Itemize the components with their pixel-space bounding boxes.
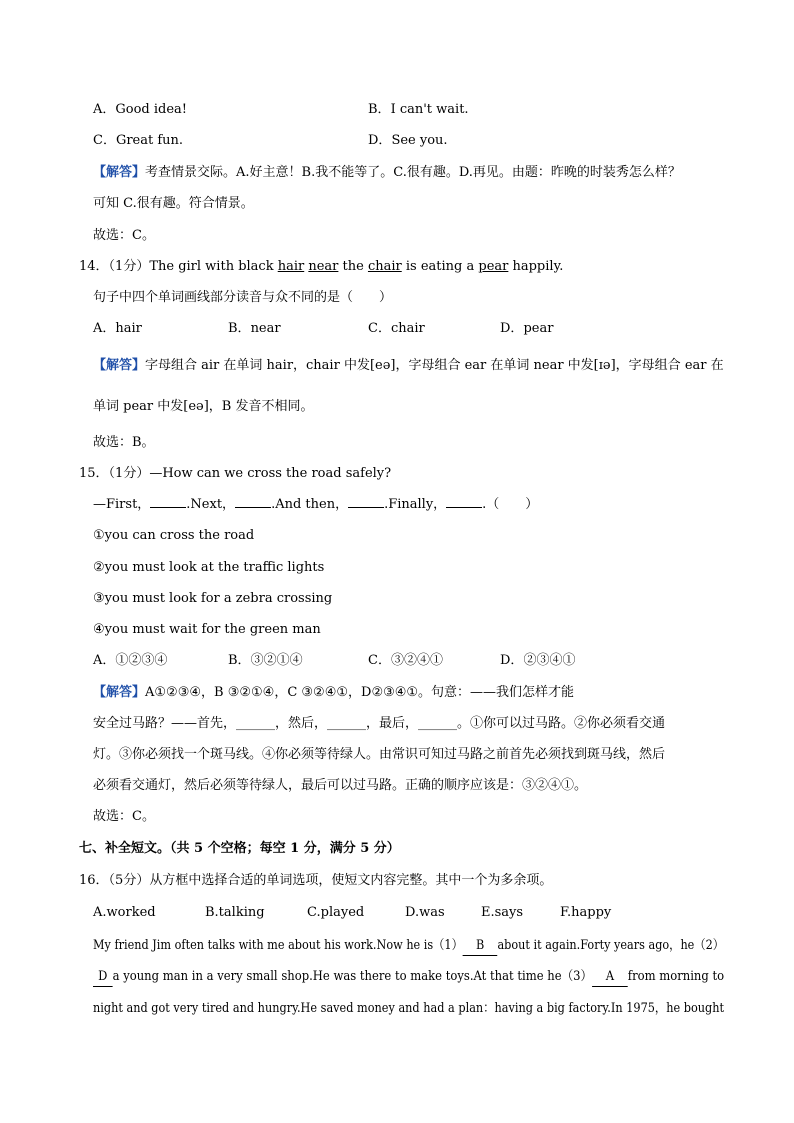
underlined-word: hair — [277, 259, 305, 274]
q14-option-b: B．near — [228, 321, 281, 336]
q16-choice-e: E.says — [481, 905, 524, 920]
blank-line — [150, 507, 186, 508]
blank-answer: D — [93, 968, 113, 987]
blank-answer: B — [463, 937, 498, 956]
q13-option-b: B．I can't wait. — [368, 102, 469, 117]
q15-answer-cont: 灯。③你必须找一个斑马线。④你必须等待绿人。由常识可知过马路之前首先必须找到斑马线，然后 — [93, 747, 666, 762]
blank-answer: A — [592, 968, 628, 987]
q15-choose: 故选：C。 — [93, 809, 155, 824]
q14-choose: 故选：B。 — [93, 435, 155, 450]
q15-statement-1: ①you can cross the road — [93, 528, 255, 543]
answer-tag: 【解答】 — [93, 358, 146, 373]
q13-option-c: C．Great fun. — [93, 133, 184, 148]
q16-choice-a: A.worked — [93, 905, 156, 920]
blank-line — [235, 507, 271, 508]
q14-answer: 【解答】字母组合 air 在单词 hair，chair 中发[eə]，字母组合 ear 在单词 near 中发[ɪə]，字母组合 ear 在 — [93, 358, 724, 373]
blank-line — [446, 507, 482, 508]
q16-choice-c: C.played — [307, 905, 365, 920]
section-heading: 七、补全短文。（共 5 个空格；每空 1 分，满分 5 分） — [79, 841, 400, 856]
q15-option-c: C．③②④① — [368, 653, 443, 668]
q15-dialogue: —First， .Next， .And then， .Finally， .（ ） — [93, 497, 539, 512]
q14-option-d: D．pear — [500, 321, 554, 336]
q14-option-a: A．hair — [93, 321, 142, 336]
q15-answer-cont: 安全过马路？——首先，______，然后，______，最后，______。①你可以过马路。②你必须看交通 — [93, 716, 666, 731]
q15-answer-cont: 必须看交通灯，然后必须等待绿人，最后可以过马路。正确的顺序应该是：③②④①。 — [93, 778, 588, 793]
q15-statement-3: ③you must look for a zebra crossing — [93, 591, 333, 606]
q16-passage-line-3: night and got very tired and hungry.He saved money and had a plan：having a big factory.In 1975，he bought — [93, 1001, 725, 1016]
q14-instruction: 句子中四个单词画线部分读音与众不同的是（ ） — [93, 290, 393, 305]
q14-stem: 14．（1分）The girl with black hair near the chair is eating a pear happily. — [79, 259, 564, 274]
q15-statement-2: ②you must look at the traffic lights — [93, 560, 325, 575]
underlined-word: chair — [367, 259, 402, 274]
q15-option-b: B．③②①④ — [228, 653, 303, 668]
q14-option-c: C．chair — [368, 321, 425, 336]
blank-line — [348, 507, 384, 508]
underlined-word: pear — [478, 259, 509, 274]
q13-answer-cont: 可知 C.很有趣。符合情景。 — [93, 196, 254, 211]
q13-choose: 故选：C。 — [93, 228, 155, 243]
q15-statement-4: ④you must wait for the green man — [93, 622, 321, 637]
q16-choice-f: F.happy — [560, 905, 612, 920]
q16-choice-d: D.was — [405, 905, 445, 920]
q13-option-a: A．Good idea! — [93, 102, 188, 117]
q16-passage-line-1: My friend Jim often talks with me about his work.Now he is（1） B about it again.Forty years ago，he（2） — [93, 937, 724, 956]
q13-option-d: D．See you. — [368, 133, 448, 148]
answer-tag: 【解答】 — [93, 685, 146, 700]
q15-stem: 15．（1分）—How can we cross the road safely? — [79, 466, 392, 481]
underlined-word: near — [308, 259, 339, 274]
q16-choice-b: B.talking — [205, 905, 265, 920]
q15-option-a: A．①②③④ — [93, 653, 168, 668]
q15-answer: 【解答】A①②③④，B ③②①④，C ③②④①，D②③④①。句意：——我们怎样才能 — [93, 685, 575, 700]
q16-passage-line-2: D a young man in a very small shop.He was there to make toys.At that time he（3） A from morning to — [93, 968, 724, 987]
q15-option-d: D．②③④① — [500, 653, 576, 668]
q16-stem: 16．（5分）从方框中选择合适的单词选项，使短文内容完整。其中一个为多余项。 — [79, 873, 553, 888]
q13-answer: 【解答】考查情景交际。A.好主意！B.我不能等了。C.很有趣。D.再见。由题：昨晚的时装秀怎么样？ — [93, 165, 681, 180]
q14-answer-cont: 单词 pear 中发[eə]，B 发音不相同。 — [93, 399, 314, 414]
answer-tag: 【解答】 — [93, 165, 146, 180]
